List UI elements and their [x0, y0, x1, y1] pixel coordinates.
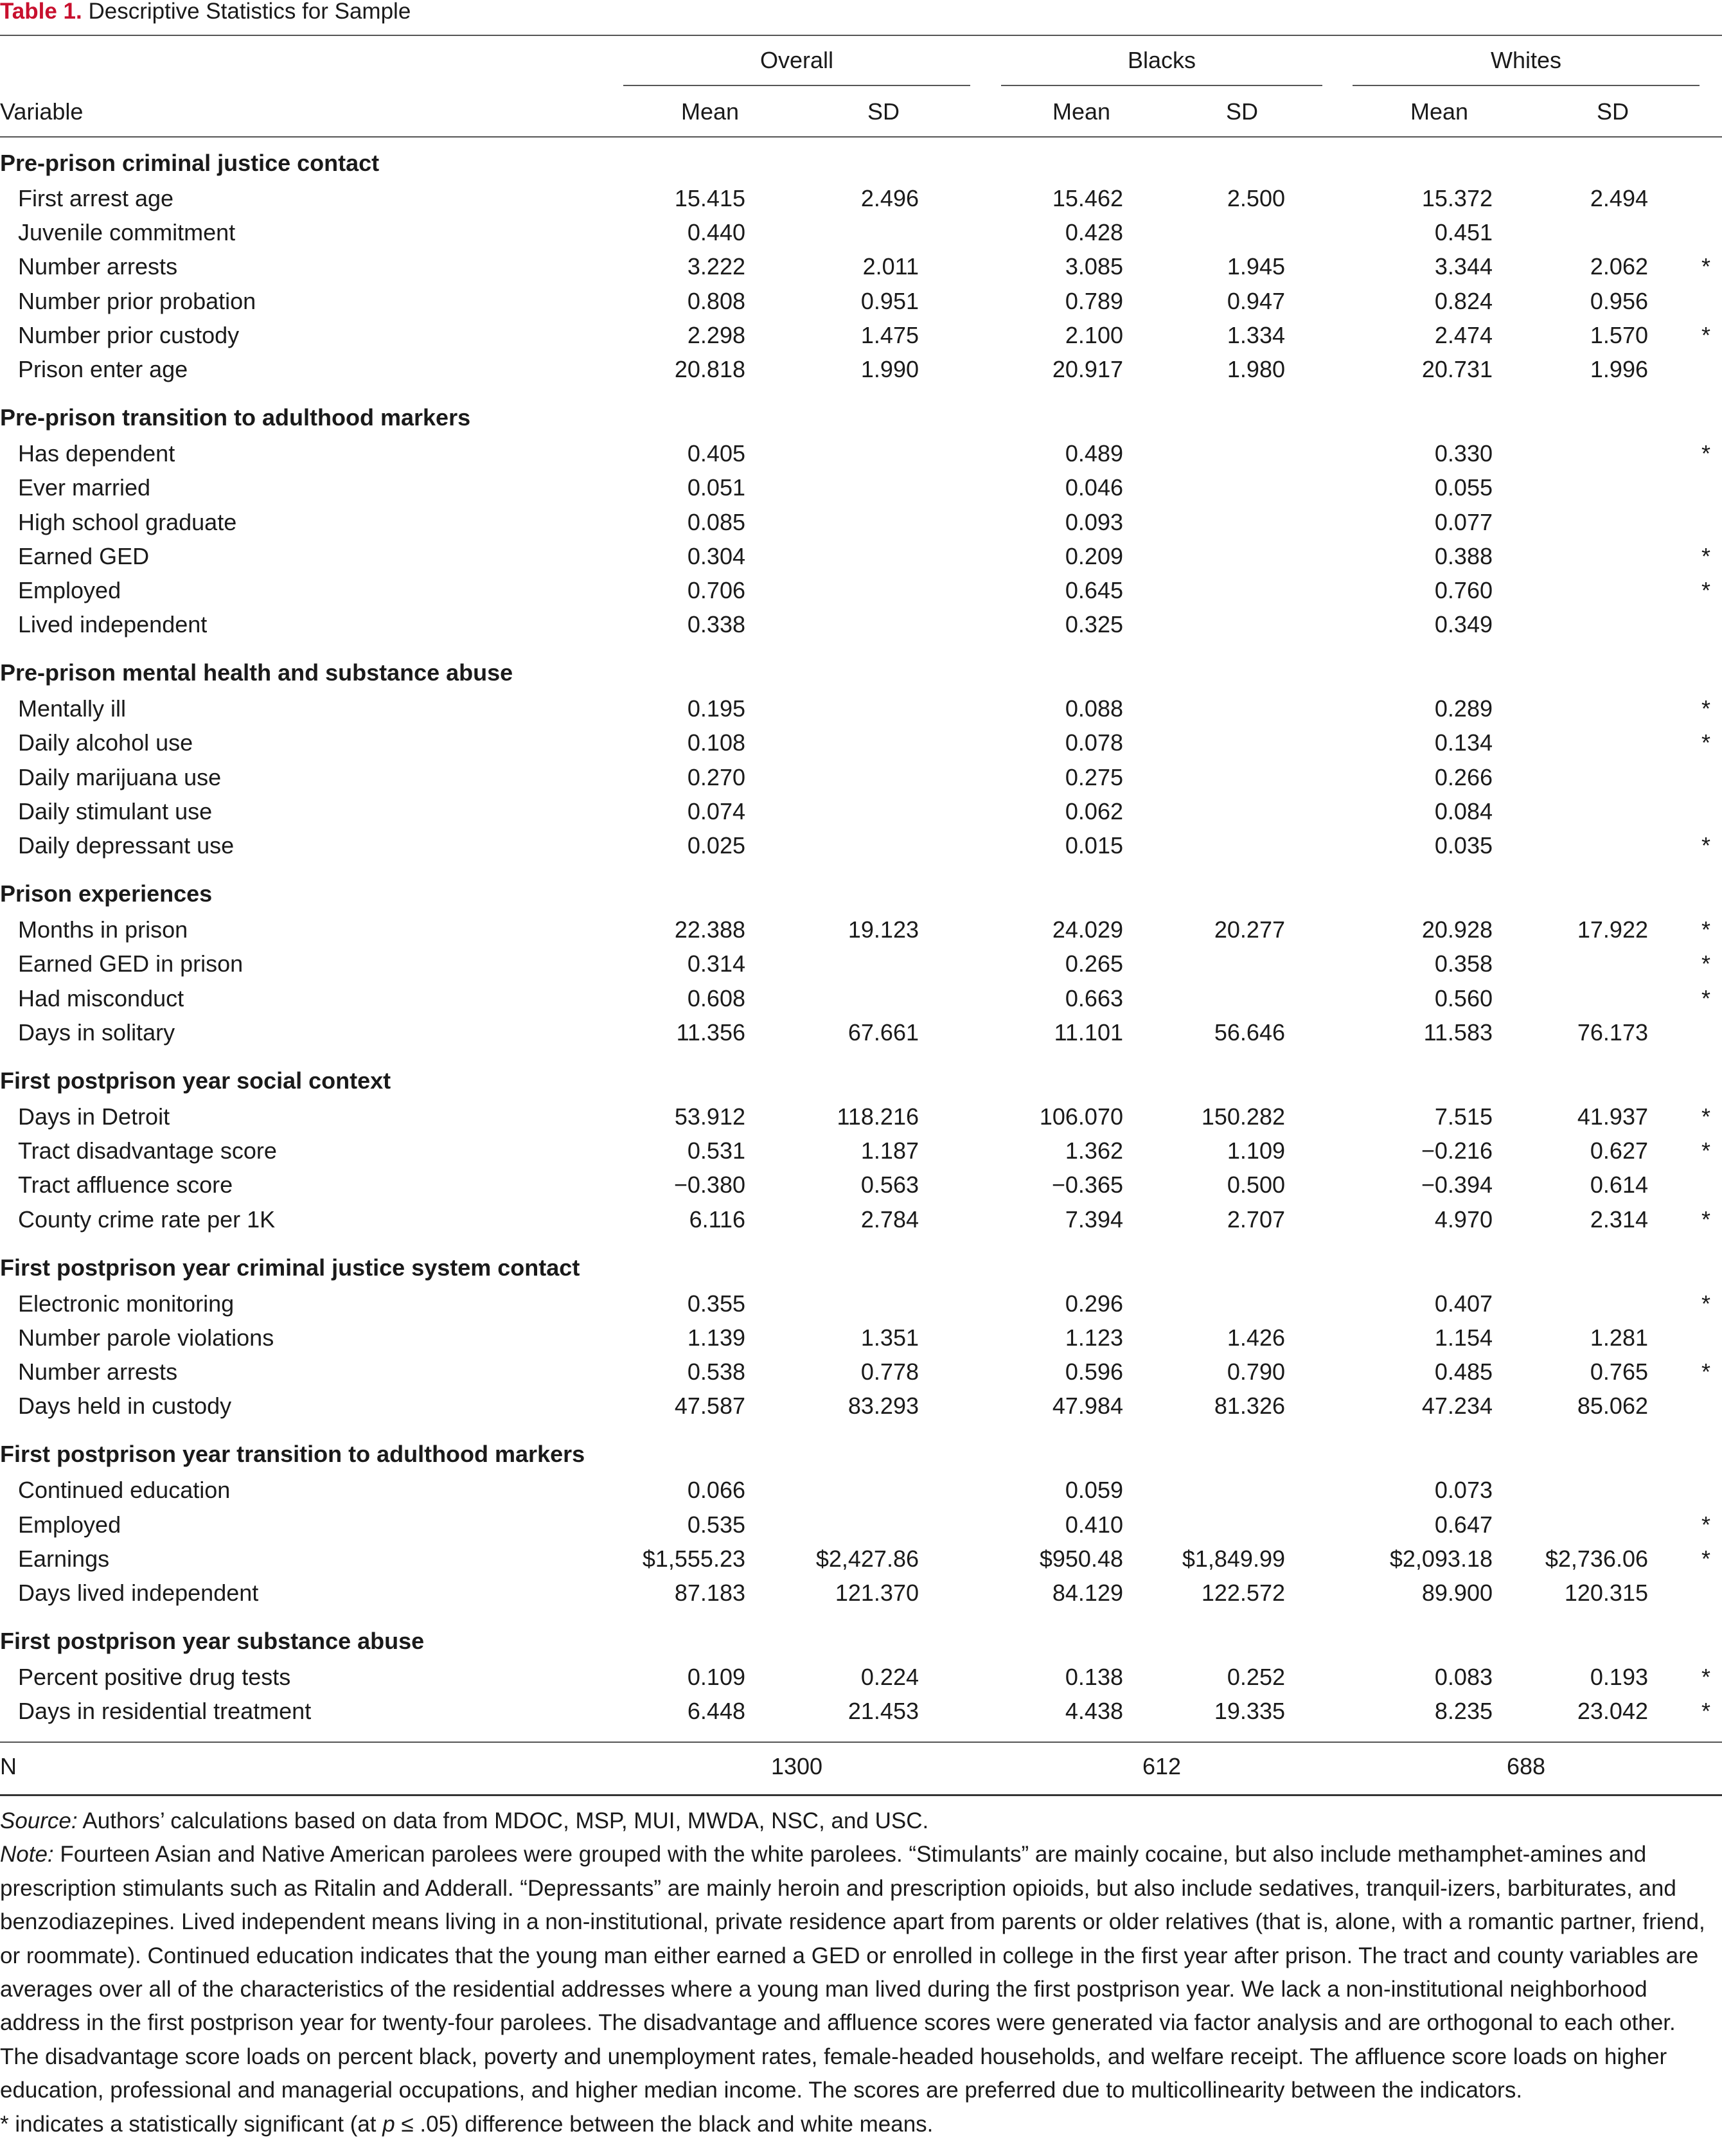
variable-name: Employed: [18, 1511, 121, 1538]
table-row: [0, 574, 1722, 608]
blacks-sd: 0.947: [1227, 287, 1285, 314]
overall-mean: 0.338: [687, 611, 745, 638]
variable-name: Prison enter age: [18, 355, 188, 382]
table-row: [0, 692, 1722, 726]
whites-mean: 0.289: [1434, 695, 1493, 722]
overall-mean: 87.183: [674, 1580, 745, 1606]
whites-sd-header: SD: [1596, 98, 1629, 125]
blacks-mean: 0.046: [1065, 474, 1123, 501]
blacks-sd: 0.500: [1227, 1172, 1285, 1198]
blacks-mean: 0.596: [1065, 1359, 1123, 1385]
whites-sd: 41.937: [1577, 1103, 1648, 1130]
whites-sd: 23.042: [1577, 1698, 1648, 1725]
table-row: [0, 540, 1722, 574]
variable-name: Percent positive drug tests: [18, 1664, 291, 1691]
significance-marker: *: [1701, 729, 1710, 756]
blacks-sd: 2.707: [1227, 1206, 1285, 1233]
blacks-mean: 0.489: [1065, 440, 1123, 467]
overall-mean: 0.270: [687, 763, 745, 790]
overall-mean: 0.808: [687, 287, 745, 314]
blacks-mean: 0.265: [1065, 950, 1123, 977]
blacks-sd: 81.326: [1214, 1393, 1285, 1420]
section-title: First postprison year substance abuse: [0, 1628, 425, 1655]
group-header-blacks: Blacks: [1127, 47, 1196, 73]
group-underline-whites: [1353, 85, 1700, 86]
blacks-sd: 1.980: [1227, 355, 1285, 382]
blacks-mean: 0.078: [1065, 729, 1123, 756]
overall-sd: 19.123: [848, 916, 919, 943]
whites-mean-header: Mean: [1410, 98, 1469, 125]
blacks-mean: 0.093: [1065, 508, 1123, 535]
section-title: Pre-prison criminal justice contact: [0, 150, 380, 176]
whites-sd: 2.062: [1590, 253, 1648, 280]
table-row: [0, 913, 1722, 947]
overall-mean: 15.415: [674, 185, 745, 211]
significance-marker: *: [1701, 695, 1710, 722]
table-row: [0, 1695, 1722, 1729]
variable-name: Earned GED in prison: [18, 950, 244, 977]
overall-sd: 0.224: [860, 1664, 919, 1691]
blacks-mean: $950.48: [1039, 1545, 1123, 1572]
table-row: [0, 319, 1722, 353]
overall-mean: 0.535: [687, 1511, 745, 1538]
variable-name: Lived independent: [18, 611, 208, 638]
overall-mean: 0.025: [687, 832, 745, 859]
table-row: [0, 726, 1722, 760]
blacks-sd: 19.335: [1214, 1698, 1285, 1725]
blacks-mean: 2.100: [1065, 321, 1123, 348]
variable-name: Mentally ill: [18, 695, 127, 722]
overall-mean: 0.108: [687, 729, 745, 756]
variable-name: Daily stimulant use: [18, 797, 213, 824]
significance-marker: *: [1701, 916, 1710, 943]
table-caption: [0, 0, 411, 26]
significance-marker: *: [1701, 542, 1710, 569]
blacks-mean: 0.059: [1065, 1477, 1123, 1504]
variable-header: Variable: [0, 98, 84, 125]
table-label: Table 1.: [0, 0, 82, 24]
blacks-mean: 1.362: [1065, 1137, 1123, 1164]
overall-sd: 1.187: [860, 1137, 919, 1164]
blacks-mean: 0.138: [1065, 1664, 1123, 1691]
overall-mean: 0.109: [687, 1664, 745, 1691]
blacks-mean: 11.101: [1054, 1019, 1123, 1046]
whites-sd: 1.281: [1590, 1324, 1648, 1351]
section-title: Pre-prison transition to adulthood markers: [0, 404, 471, 431]
bottom-rule: [0, 1794, 1722, 1796]
whites-mean: 89.900: [1421, 1580, 1493, 1606]
whites-sd: 76.173: [1577, 1019, 1648, 1046]
variable-name: Days in Detroit: [18, 1103, 170, 1130]
whites-mean: 0.407: [1434, 1290, 1493, 1317]
variable-name: Days lived independent: [18, 1580, 259, 1606]
whites-mean: 11.583: [1423, 1019, 1493, 1046]
blacks-mean: 7.394: [1065, 1206, 1123, 1233]
overall-sd: 0.778: [860, 1359, 919, 1385]
source-label: Source:: [0, 1808, 78, 1833]
blacks-sd: 150.282: [1201, 1103, 1285, 1130]
significance-marker: *: [1701, 321, 1710, 348]
whites-mean: 0.560: [1434, 984, 1493, 1011]
overall-mean: 0.531: [687, 1137, 745, 1164]
n-rule: [0, 1742, 1722, 1743]
significance-marker: *: [1701, 832, 1710, 859]
whites-sd: 2.314: [1590, 1206, 1648, 1233]
whites-sd: 0.956: [1590, 287, 1648, 314]
whites-mean: 0.055: [1434, 474, 1493, 501]
significance-marker: *: [1701, 440, 1710, 467]
whites-mean: −0.216: [1421, 1137, 1493, 1164]
overall-mean: 0.440: [687, 219, 745, 246]
n-blacks: 612: [1142, 1753, 1182, 1779]
whites-sd: 0.614: [1590, 1172, 1648, 1198]
blacks-mean: 24.029: [1052, 916, 1123, 943]
table-row: [0, 1542, 1722, 1576]
variable-name: Tract affluence score: [18, 1172, 233, 1198]
group-underline-overall: [623, 85, 970, 86]
blacks-mean: 15.462: [1052, 185, 1123, 211]
variable-name: Number prior custody: [18, 321, 240, 348]
whites-sd: 17.922: [1577, 916, 1648, 943]
variable-name: Has dependent: [18, 440, 175, 467]
variable-name: Days in solitary: [18, 1019, 175, 1046]
table-notes: [0, 1804, 1717, 2141]
overall-mean: 20.818: [674, 355, 745, 382]
overall-sd: 1.475: [860, 321, 919, 348]
section-header: [0, 387, 1722, 437]
table-row: [0, 506, 1722, 540]
variable-name: Had misconduct: [18, 984, 184, 1011]
overall-mean: 47.587: [674, 1393, 745, 1420]
table-row: [0, 1168, 1722, 1202]
table-row: [0, 1321, 1722, 1355]
whites-mean: 2.474: [1434, 321, 1493, 348]
overall-mean: 0.304: [687, 542, 745, 569]
overall-sd: 118.216: [837, 1103, 919, 1130]
variable-name: Number arrests: [18, 1359, 178, 1385]
variable-name: Number arrests: [18, 253, 178, 280]
blacks-sd: 122.572: [1201, 1580, 1285, 1606]
variable-name: Daily depressant use: [18, 832, 235, 859]
whites-mean: 20.731: [1421, 355, 1493, 382]
table-row: [0, 1203, 1722, 1237]
section-title: First postprison year criminal justice system contact: [0, 1254, 580, 1281]
overall-sd: 67.661: [848, 1019, 919, 1046]
general-note: [0, 1838, 1717, 2107]
overall-sd: 121.370: [835, 1580, 919, 1606]
significance-marker: *: [1701, 1511, 1710, 1538]
n-label: N: [0, 1753, 17, 1779]
blacks-mean: 1.123: [1065, 1324, 1123, 1351]
overall-mean: −0.380: [673, 1172, 745, 1198]
whites-mean: 0.760: [1434, 576, 1493, 603]
note-label: Note:: [0, 1842, 54, 1867]
variable-name: First arrest age: [18, 185, 174, 211]
overall-mean: 6.448: [687, 1698, 745, 1725]
blacks-mean: 0.209: [1065, 542, 1123, 569]
overall-mean: 0.074: [687, 797, 745, 824]
table-row: [0, 1474, 1722, 1508]
whites-mean: 20.928: [1421, 916, 1493, 943]
whites-mean: 0.077: [1434, 508, 1493, 535]
source-note: [0, 1804, 1717, 1838]
overall-sd: 83.293: [848, 1393, 919, 1420]
section-header: [0, 1423, 1722, 1474]
blacks-sd: 0.790: [1227, 1359, 1285, 1385]
blacks-sd: 1.426: [1227, 1324, 1285, 1351]
group-header-whites: Whites: [1490, 47, 1562, 73]
table-row: [0, 216, 1722, 250]
section-header: [0, 863, 1722, 913]
table-row: [0, 353, 1722, 387]
whites-mean: 0.824: [1434, 287, 1493, 314]
n-whites: 688: [1506, 1753, 1546, 1779]
overall-mean: 0.051: [687, 474, 745, 501]
overall-mean: 53.912: [674, 1103, 745, 1130]
variable-name: Days in residential treatment: [18, 1698, 312, 1725]
whites-sd: $2,736.06: [1545, 1545, 1648, 1572]
whites-mean: $2,093.18: [1389, 1545, 1493, 1572]
variable-name: Electronic monitoring: [18, 1290, 235, 1317]
overall-sd: 2.496: [860, 185, 919, 211]
blacks-mean: 0.015: [1065, 832, 1123, 859]
blacks-mean: 0.325: [1065, 611, 1123, 638]
whites-mean: 15.372: [1421, 185, 1493, 211]
variable-name: Tract disadvantage score: [18, 1137, 277, 1164]
table-row: [0, 1134, 1722, 1168]
whites-mean: 0.349: [1434, 611, 1493, 638]
variable-name: Daily marijuana use: [18, 763, 222, 790]
table-row: [0, 285, 1722, 319]
significance-marker: *: [1701, 253, 1710, 280]
section-title: First postprison year transition to adulthood markers: [0, 1441, 585, 1468]
table-row: [0, 1016, 1722, 1050]
overall-mean: 0.706: [687, 576, 745, 603]
overall-sd: 0.951: [860, 287, 919, 314]
overall-mean: 0.195: [687, 695, 745, 722]
variable-name: Earnings: [18, 1545, 110, 1572]
blacks-sd: 20.277: [1214, 916, 1285, 943]
source-text: Authors’ calculations based on data from MDOC, MSP, MUI, MWDA, NSC, and USC.: [77, 1808, 929, 1833]
significance-marker: *: [1701, 1290, 1710, 1317]
whites-sd: 0.765: [1590, 1359, 1648, 1385]
blacks-mean: 0.296: [1065, 1290, 1123, 1317]
variable-name: County crime rate per 1K: [18, 1206, 276, 1233]
blacks-mean: 0.088: [1065, 695, 1123, 722]
whites-mean: 0.330: [1434, 440, 1493, 467]
significance-marker: *: [1701, 1698, 1710, 1725]
blacks-sd: 2.500: [1227, 185, 1285, 211]
blacks-mean: 20.917: [1052, 355, 1123, 382]
table-row: [0, 1576, 1722, 1610]
variable-name: Continued education: [18, 1477, 231, 1504]
table-row: [0, 1100, 1722, 1134]
variable-name: Days held in custody: [18, 1393, 232, 1420]
blacks-mean: 0.789: [1065, 287, 1123, 314]
whites-mean: 0.083: [1434, 1664, 1493, 1691]
significance-marker: *: [1701, 1359, 1710, 1385]
blacks-mean: 47.984: [1052, 1393, 1123, 1420]
whites-sd: 0.193: [1590, 1664, 1648, 1691]
table-row: [0, 795, 1722, 829]
overall-sd: 0.563: [860, 1172, 919, 1198]
overall-mean: 1.139: [687, 1324, 745, 1351]
table-row: [0, 982, 1722, 1016]
variable-name: Daily alcohol use: [18, 729, 193, 756]
significance-marker: *: [1701, 950, 1710, 977]
table-row: [0, 608, 1722, 642]
whites-mean: 0.073: [1434, 1477, 1493, 1504]
whites-sd: 120.315: [1564, 1580, 1648, 1606]
whites-mean: 0.388: [1434, 542, 1493, 569]
blacks-mean: 106.070: [1039, 1103, 1123, 1130]
overall-sd-header: SD: [867, 98, 900, 125]
overall-mean-header: Mean: [680, 98, 740, 125]
overall-sd: $2,427.86: [815, 1545, 919, 1572]
n-overall: 1300: [770, 1753, 823, 1779]
table-row: [0, 829, 1722, 863]
blacks-mean: 4.438: [1065, 1698, 1123, 1725]
blacks-mean: 0.410: [1065, 1511, 1123, 1538]
table-body: [0, 147, 1722, 1729]
table-row: [0, 250, 1722, 284]
overall-mean: $1,555.23: [642, 1545, 745, 1572]
overall-mean: 0.538: [687, 1359, 745, 1385]
blacks-mean: 0.275: [1065, 763, 1123, 790]
blacks-sd: $1,849.99: [1182, 1545, 1285, 1572]
variable-name: Number prior probation: [18, 287, 256, 314]
overall-sd: 1.990: [860, 355, 919, 382]
overall-mean: 0.066: [687, 1477, 745, 1504]
overall-mean: 0.608: [687, 984, 745, 1011]
significance-marker: *: [1701, 1206, 1710, 1233]
blacks-mean-header: Mean: [1052, 98, 1111, 125]
section-header: [0, 147, 1722, 182]
overall-sd: 21.453: [848, 1698, 919, 1725]
sample-size-row: [0, 1752, 1722, 1791]
group-header-overall: Overall: [759, 47, 834, 73]
overall-sd: 1.351: [860, 1324, 919, 1351]
blacks-mean: 84.129: [1052, 1580, 1123, 1606]
overall-sd: 2.011: [862, 253, 919, 280]
significance-marker: *: [1701, 1137, 1710, 1164]
overall-mean: 3.222: [687, 253, 745, 280]
overall-mean: 0.405: [687, 440, 745, 467]
table-row: [0, 1508, 1722, 1542]
whites-mean: 1.154: [1434, 1324, 1493, 1351]
overall-mean: 0.355: [687, 1290, 745, 1317]
overall-mean: 2.298: [687, 321, 745, 348]
whites-mean: 8.235: [1434, 1698, 1493, 1725]
variable-name: Months in prison: [18, 916, 188, 943]
overall-mean: 0.314: [687, 950, 745, 977]
table-row: [0, 1661, 1722, 1695]
whites-mean: 7.515: [1434, 1103, 1493, 1130]
whites-mean: 47.234: [1421, 1393, 1493, 1420]
section-title: First postprison year social context: [0, 1067, 391, 1094]
whites-mean: 0.358: [1434, 950, 1493, 977]
blacks-sd-header: SD: [1225, 98, 1258, 125]
whites-mean: 0.647: [1434, 1511, 1493, 1538]
table-row: [0, 947, 1722, 981]
variable-name: Employed: [18, 576, 121, 603]
table-row: [0, 1389, 1722, 1423]
whites-sd: 2.494: [1590, 185, 1648, 211]
blacks-mean: 0.645: [1065, 576, 1123, 603]
blacks-mean: 0.062: [1065, 797, 1123, 824]
blacks-sd: 1.109: [1227, 1137, 1285, 1164]
blacks-mean: 3.085: [1065, 253, 1123, 280]
blacks-sd: 56.646: [1214, 1019, 1285, 1046]
section-header: [0, 1610, 1722, 1661]
variable-name: Earned GED: [18, 542, 150, 569]
whites-mean: 0.134: [1434, 729, 1493, 756]
whites-mean: 0.084: [1434, 797, 1493, 824]
significance-marker: *: [1701, 576, 1710, 603]
blacks-sd: 0.252: [1227, 1664, 1285, 1691]
group-underline-blacks: [1001, 85, 1322, 86]
whites-sd: 1.570: [1590, 321, 1648, 348]
whites-sd: 1.996: [1590, 355, 1648, 382]
overall-mean: 22.388: [674, 916, 745, 943]
significance-note: * indicates a statistically significant (at p ≤ .05) difference between the black and white means.: [0, 2111, 934, 2137]
header-rule: [0, 136, 1722, 138]
blacks-mean: −0.365: [1051, 1172, 1123, 1198]
significance-marker: *: [1701, 984, 1710, 1011]
table-row: [0, 1355, 1722, 1389]
whites-mean: 0.451: [1434, 219, 1493, 246]
significance-marker: *: [1701, 1545, 1710, 1572]
table-row: [0, 1287, 1722, 1321]
whites-mean: 0.485: [1434, 1359, 1493, 1385]
section-header: [0, 1237, 1722, 1287]
whites-mean: −0.394: [1421, 1172, 1493, 1198]
section-header: [0, 1050, 1722, 1100]
table-row: [0, 761, 1722, 795]
whites-mean: 0.266: [1434, 763, 1493, 790]
blacks-mean: 0.428: [1065, 219, 1123, 246]
section-header: [0, 642, 1722, 692]
blacks-mean: 0.663: [1065, 984, 1123, 1011]
section-title: Pre-prison mental health and substance abuse: [0, 659, 513, 686]
table-row: [0, 471, 1722, 505]
whites-mean: 3.344: [1434, 253, 1493, 280]
overall-mean: 6.116: [689, 1206, 745, 1233]
table-row: [0, 437, 1722, 471]
table-title: Descriptive Statistics for Sample: [88, 0, 411, 24]
section-title: Prison experiences: [0, 880, 213, 907]
whites-mean: 4.970: [1434, 1206, 1493, 1233]
variable-name: Juvenile commitment: [18, 219, 236, 246]
blacks-sd: 1.945: [1227, 253, 1285, 280]
overall-mean: 11.356: [676, 1019, 745, 1046]
overall-mean: 0.085: [687, 508, 745, 535]
overall-sd: 2.784: [860, 1206, 919, 1233]
table-row: [0, 182, 1722, 216]
significance-marker: *: [1701, 1664, 1710, 1691]
whites-sd: 0.627: [1590, 1137, 1648, 1164]
whites-sd: 85.062: [1577, 1393, 1648, 1420]
note-text: Fourteen Asian and Native American parolees were grouped with the white parolees. “Stimulants” are mainly cocaine, but also include methamphet-amines and prescription stimulants such as Ritalin and Adderall. “Depressants” are mainly heroin and prescription opioids, but also include sedatives, tranquil-izers, barbiturates, and benzodiazepines. Lived independent means living in a non-institutional, private residence apart from parents or older relatives (that is, alone, with a romantic partner, friend, or roommate). Continued education indicates that the young man either earned a GED or enrolled in college in the first year after prison. The tract and county variables are averages over all of the characteristics of the residential addresses where a young man lived during the first postprison year. We lack a non-institutional neighborhood address in the first postprison year for twenty-four parolees. The disadvantage and affluence scores were generated via factor analysis and are orthogonal to each other. The disadvantage score loads on percent black, poverty and unemployment rates, female-headed households, and welfare receipt. The affluence score loads on higher education, professional and managerial occupations, and higher median income. The scores are preferred due to multicollinearity between the indicators.: [0, 1842, 1705, 2103]
blacks-sd: 1.334: [1227, 321, 1285, 348]
variable-name: Ever married: [18, 474, 151, 501]
variable-name: Number parole violations: [18, 1324, 274, 1351]
top-rule: [0, 35, 1722, 36]
variable-name: High school graduate: [18, 508, 237, 535]
whites-mean: 0.035: [1434, 832, 1493, 859]
significance-marker: *: [1701, 1103, 1710, 1130]
